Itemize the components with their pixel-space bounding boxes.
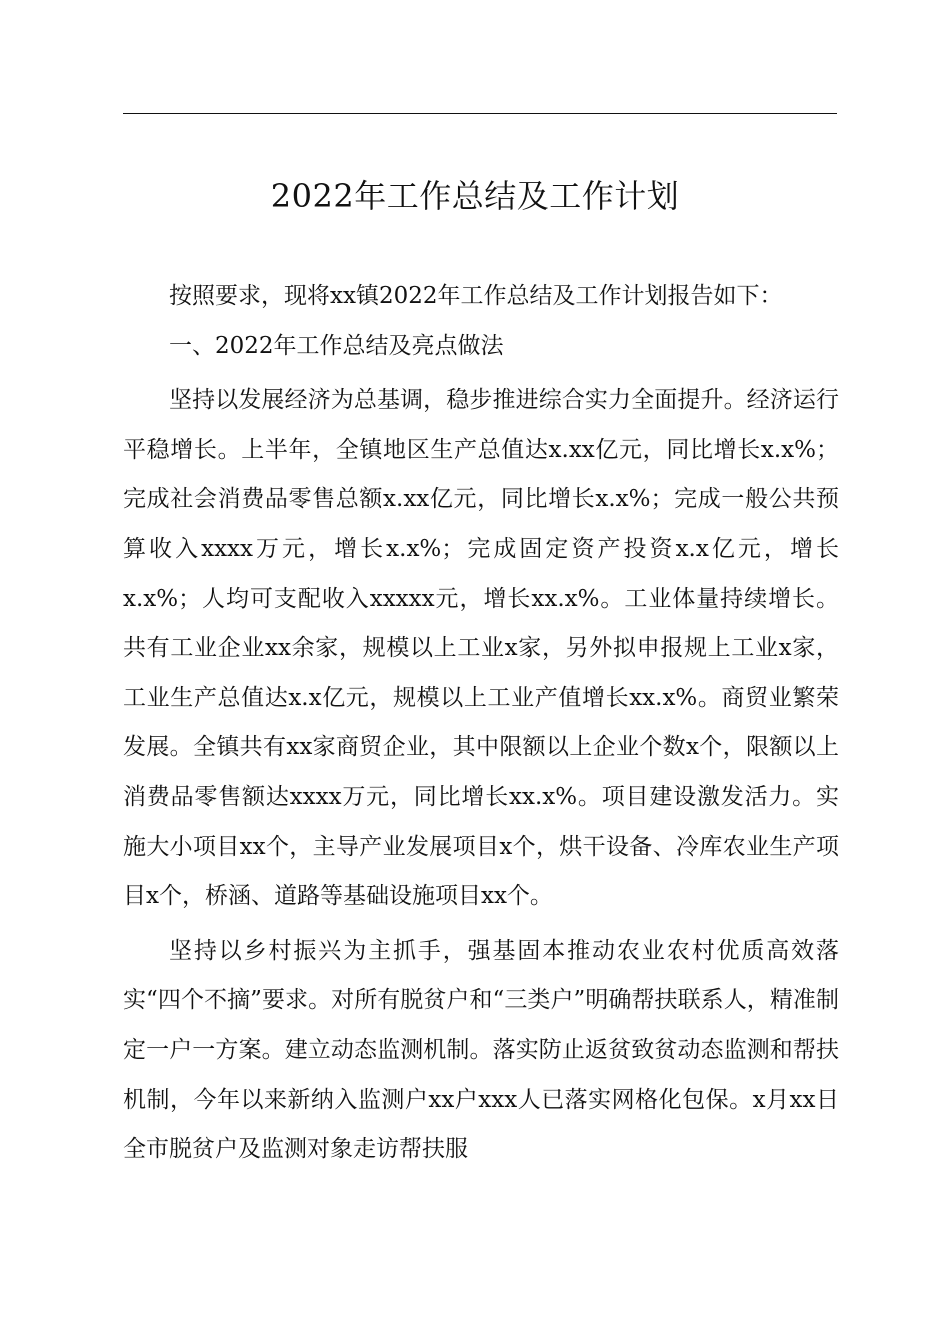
page-title: 2022年工作总结及工作计划 — [270, 177, 680, 215]
header-rule — [123, 113, 837, 114]
body-paragraph-rural: 坚持以乡村振兴为主抓手，强基固本推动农业农村优质高效落实“四个不摘”要求。对所有脱贫户和“三类户”明确帮扶联系人，精准制定一户一方案。建立动态监测机制。落实防止返贫致贫动态监测和帮扶机制，今年以来新纳入监测户xx户xxx人已落实网格化包保。x月xx日全市脱贫户及监测对象走访帮扶服 — [123, 937, 839, 1163]
document-body — [123, 272, 839, 1175]
section-heading: 一、2022年工作总结及亮点做法 — [169, 332, 504, 359]
body-paragraph-economy: 坚持以发展经济为总基调，稳步推进综合实力全面提升。经济运行平稳增长。上半年，全镇地区生产总值达x.xx亿元，同比增长x.x%；完成社会消费品零售总额x.xx亿元，同比增长x.x%；完成一般公共预算收入xxxx万元，增长x.x%；完成固定资产投资x.x亿元，增长x.x%；人均可支配收入xxxxx元，增长xx.x%。工业体量持续增长。共有工业企业xx余家，规模以上工业x家，另外拟申报规上工业x家，工业生产总值达x.x亿元，规模以上工业产值增长xx.x%。商贸业繁荣发展。全镇共有xx家商贸企业，其中限额以上企业个数x个，限额以上消费品零售额达xxxx万元，同比增长xx.x%。项目建设激发活力。实施大小项目xx个，主导产业发展项目x个，烘干设备、冷库农业生产项目x个，桥涵、道路等基础设施项目xx个。 — [123, 387, 839, 910]
intro-paragraph: 按照要求，现将xx镇2022年工作总结及工作计划报告如下： — [169, 283, 783, 309]
